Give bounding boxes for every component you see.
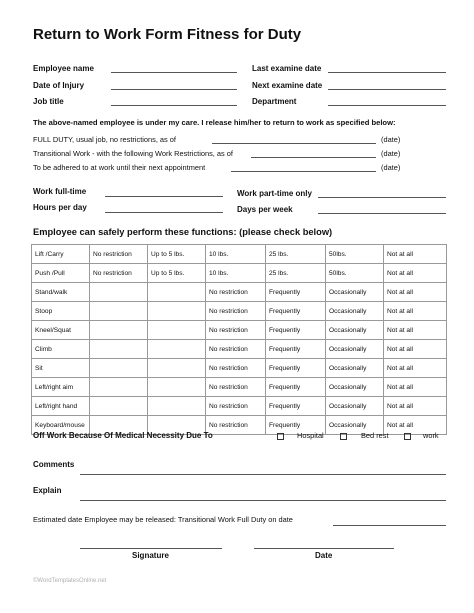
employee-name-field[interactable] bbox=[111, 72, 237, 73]
table-row bbox=[32, 340, 447, 359]
option-cell[interactable] bbox=[90, 340, 148, 359]
function-name-cell: Keyboard/mouse bbox=[32, 416, 90, 435]
employee-name-label: Employee name bbox=[33, 64, 94, 73]
watermark: ©WordTemplatesOnline.net bbox=[33, 578, 107, 584]
option-cell[interactable]: No restriction bbox=[206, 340, 266, 359]
table-row bbox=[32, 378, 447, 397]
option-cell[interactable]: Occasionally bbox=[326, 378, 384, 397]
option-cell[interactable]: Frequently bbox=[266, 416, 326, 435]
option-cell[interactable] bbox=[148, 321, 206, 340]
option-cell[interactable]: No restriction bbox=[206, 378, 266, 397]
option-cell[interactable]: Occasionally bbox=[326, 321, 384, 340]
department-field[interactable] bbox=[328, 105, 446, 106]
option-cell[interactable] bbox=[148, 340, 206, 359]
option-cell[interactable] bbox=[90, 378, 148, 397]
full-duty-date-label: (date) bbox=[381, 135, 401, 144]
hours-per-day-field[interactable] bbox=[105, 212, 223, 213]
option-cell[interactable]: 25 lbs. bbox=[266, 264, 326, 283]
comments-field[interactable] bbox=[80, 474, 446, 475]
option-cell[interactable]: Frequently bbox=[266, 359, 326, 378]
appointment-date-label: (date) bbox=[381, 163, 401, 172]
transitional-date-label: (date) bbox=[381, 149, 401, 158]
explain-label: Explain bbox=[33, 486, 62, 495]
option-cell[interactable] bbox=[90, 359, 148, 378]
option-cell[interactable]: Occasionally bbox=[326, 359, 384, 378]
option-cell[interactable]: Frequently bbox=[266, 302, 326, 321]
option-cell[interactable] bbox=[148, 283, 206, 302]
option-cell[interactable]: Up to 5 lbs. bbox=[148, 264, 206, 283]
option-cell[interactable] bbox=[90, 283, 148, 302]
release-intro: The above-named employee is under my care. I release him/her to return to work as specified below: bbox=[33, 118, 396, 127]
bed-rest-checkbox[interactable] bbox=[340, 433, 347, 440]
option-cell[interactable]: 10 lbs. bbox=[206, 245, 266, 264]
option-cell[interactable]: No restriction bbox=[206, 321, 266, 340]
work-full-time-label: Work full-time bbox=[33, 187, 87, 196]
option-cell[interactable]: No restriction bbox=[90, 245, 148, 264]
option-cell[interactable] bbox=[90, 321, 148, 340]
hospital-option-label: Hospital bbox=[297, 431, 324, 440]
explain-field[interactable] bbox=[80, 500, 446, 501]
function-name-cell: Climb bbox=[32, 340, 90, 359]
option-cell[interactable] bbox=[90, 397, 148, 416]
signature-label: Signature bbox=[132, 551, 169, 560]
functions-heading: Employee can safely perform these functions: (please check below) bbox=[33, 227, 333, 237]
option-cell[interactable] bbox=[148, 359, 206, 378]
next-examine-date-field[interactable] bbox=[328, 89, 446, 90]
last-examine-date-field[interactable] bbox=[328, 72, 446, 73]
option-cell[interactable]: Frequently bbox=[266, 378, 326, 397]
date-of-injury-field[interactable] bbox=[111, 89, 237, 90]
full-duty-text: FULL DUTY, usual job, no restrictions, as of bbox=[33, 135, 176, 144]
option-cell[interactable] bbox=[148, 302, 206, 321]
option-cell[interactable]: Occasionally bbox=[326, 302, 384, 321]
option-cell[interactable]: 50lbs. bbox=[326, 245, 384, 264]
function-name-cell: Lift /Carry bbox=[32, 245, 90, 264]
option-cell[interactable]: Not at all bbox=[384, 359, 447, 378]
full-duty-date-field[interactable] bbox=[212, 143, 376, 144]
function-name-cell: Stand/walk bbox=[32, 283, 90, 302]
appointment-date-field[interactable] bbox=[231, 171, 376, 172]
transitional-text: Transitional Work - with the following Work Restrictions, as of bbox=[33, 149, 233, 158]
transitional-date-field[interactable] bbox=[251, 157, 376, 158]
function-name-cell: Stoop bbox=[32, 302, 90, 321]
option-cell[interactable]: 50lbs. bbox=[326, 264, 384, 283]
work-checkbox[interactable] bbox=[404, 433, 411, 440]
table-row bbox=[32, 321, 447, 340]
option-cell[interactable]: Occasionally bbox=[326, 340, 384, 359]
option-cell[interactable]: Not at all bbox=[384, 321, 447, 340]
hospital-checkbox[interactable] bbox=[277, 433, 284, 440]
estimated-release-text: Estimated date Employee may be released: Transitional Work Full Duty on date bbox=[33, 515, 293, 524]
option-cell[interactable]: Occasionally bbox=[326, 283, 384, 302]
table-row bbox=[32, 283, 447, 302]
work-part-time-label: Work part-time only bbox=[237, 189, 312, 198]
option-cell[interactable]: No restriction bbox=[90, 264, 148, 283]
department-label: Department bbox=[252, 97, 297, 106]
option-cell[interactable]: No restriction bbox=[206, 359, 266, 378]
job-title-label: Job title bbox=[33, 97, 64, 106]
option-cell[interactable]: Not at all bbox=[384, 378, 447, 397]
estimated-release-field[interactable] bbox=[333, 525, 446, 526]
function-name-cell: Push /Pull bbox=[32, 264, 90, 283]
table-row bbox=[32, 302, 447, 321]
option-cell[interactable]: 25 lbs. bbox=[266, 245, 326, 264]
option-cell[interactable]: No restriction bbox=[206, 283, 266, 302]
table-row bbox=[32, 264, 447, 283]
option-cell[interactable]: Frequently bbox=[266, 340, 326, 359]
table-row bbox=[32, 397, 447, 416]
date-of-injury-label: Date of Injury bbox=[33, 81, 85, 90]
option-cell[interactable]: Frequently bbox=[266, 321, 326, 340]
option-cell[interactable] bbox=[90, 302, 148, 321]
function-name-cell: Kneel/Squat bbox=[32, 321, 90, 340]
option-cell[interactable] bbox=[148, 378, 206, 397]
option-cell[interactable]: Frequently bbox=[266, 397, 326, 416]
option-cell[interactable]: Not at all bbox=[384, 264, 447, 283]
page-title: Return to Work Form Fitness for Duty bbox=[33, 26, 302, 43]
option-cell[interactable]: Occasionally bbox=[326, 397, 384, 416]
comments-label: Comments bbox=[33, 460, 75, 469]
date-label: Date bbox=[315, 551, 333, 560]
functions-table bbox=[31, 244, 447, 435]
option-cell[interactable]: Not at all bbox=[384, 283, 447, 302]
option-cell[interactable]: Not at all bbox=[384, 340, 447, 359]
option-cell[interactable]: Not at all bbox=[384, 416, 447, 435]
work-full-time-field[interactable] bbox=[105, 196, 223, 197]
date-field[interactable] bbox=[254, 548, 394, 549]
option-cell[interactable]: Up to 5 lbs. bbox=[148, 245, 206, 264]
option-cell[interactable]: No restriction bbox=[206, 302, 266, 321]
option-cell[interactable]: 10 lbs. bbox=[206, 264, 266, 283]
work-part-time-field[interactable] bbox=[318, 197, 446, 198]
next-examine-date-label: Next examine date bbox=[252, 81, 323, 90]
signature-field[interactable] bbox=[80, 548, 222, 549]
bed-rest-option-label: Bed rest bbox=[361, 431, 389, 440]
table-row bbox=[32, 359, 447, 378]
option-cell[interactable] bbox=[148, 397, 206, 416]
last-examine-date-label: Last examine date bbox=[252, 64, 322, 73]
off-work-label: Off Work Because Of Medical Necessity Due To bbox=[33, 431, 213, 440]
hours-per-day-label: Hours per day bbox=[33, 203, 87, 212]
table-row bbox=[32, 245, 447, 264]
days-per-week-label: Days per week bbox=[237, 205, 293, 214]
option-cell[interactable]: Occasionally bbox=[326, 416, 384, 435]
option-cell[interactable]: Not at all bbox=[384, 245, 447, 264]
function-name-cell: Left/right aim bbox=[32, 378, 90, 397]
job-title-field[interactable] bbox=[111, 105, 237, 106]
option-cell[interactable]: Not at all bbox=[384, 302, 447, 321]
option-cell[interactable]: No restriction bbox=[206, 416, 266, 435]
function-name-cell: Left/right hand bbox=[32, 397, 90, 416]
work-option-label: work bbox=[423, 431, 439, 440]
option-cell[interactable]: No restriction bbox=[206, 397, 266, 416]
days-per-week-field[interactable] bbox=[318, 213, 446, 214]
adhered-text: To be adhered to at work until their next appointment bbox=[33, 163, 206, 172]
option-cell[interactable]: Not at all bbox=[384, 397, 447, 416]
function-name-cell: Sit bbox=[32, 359, 90, 378]
option-cell[interactable]: Frequently bbox=[266, 283, 326, 302]
